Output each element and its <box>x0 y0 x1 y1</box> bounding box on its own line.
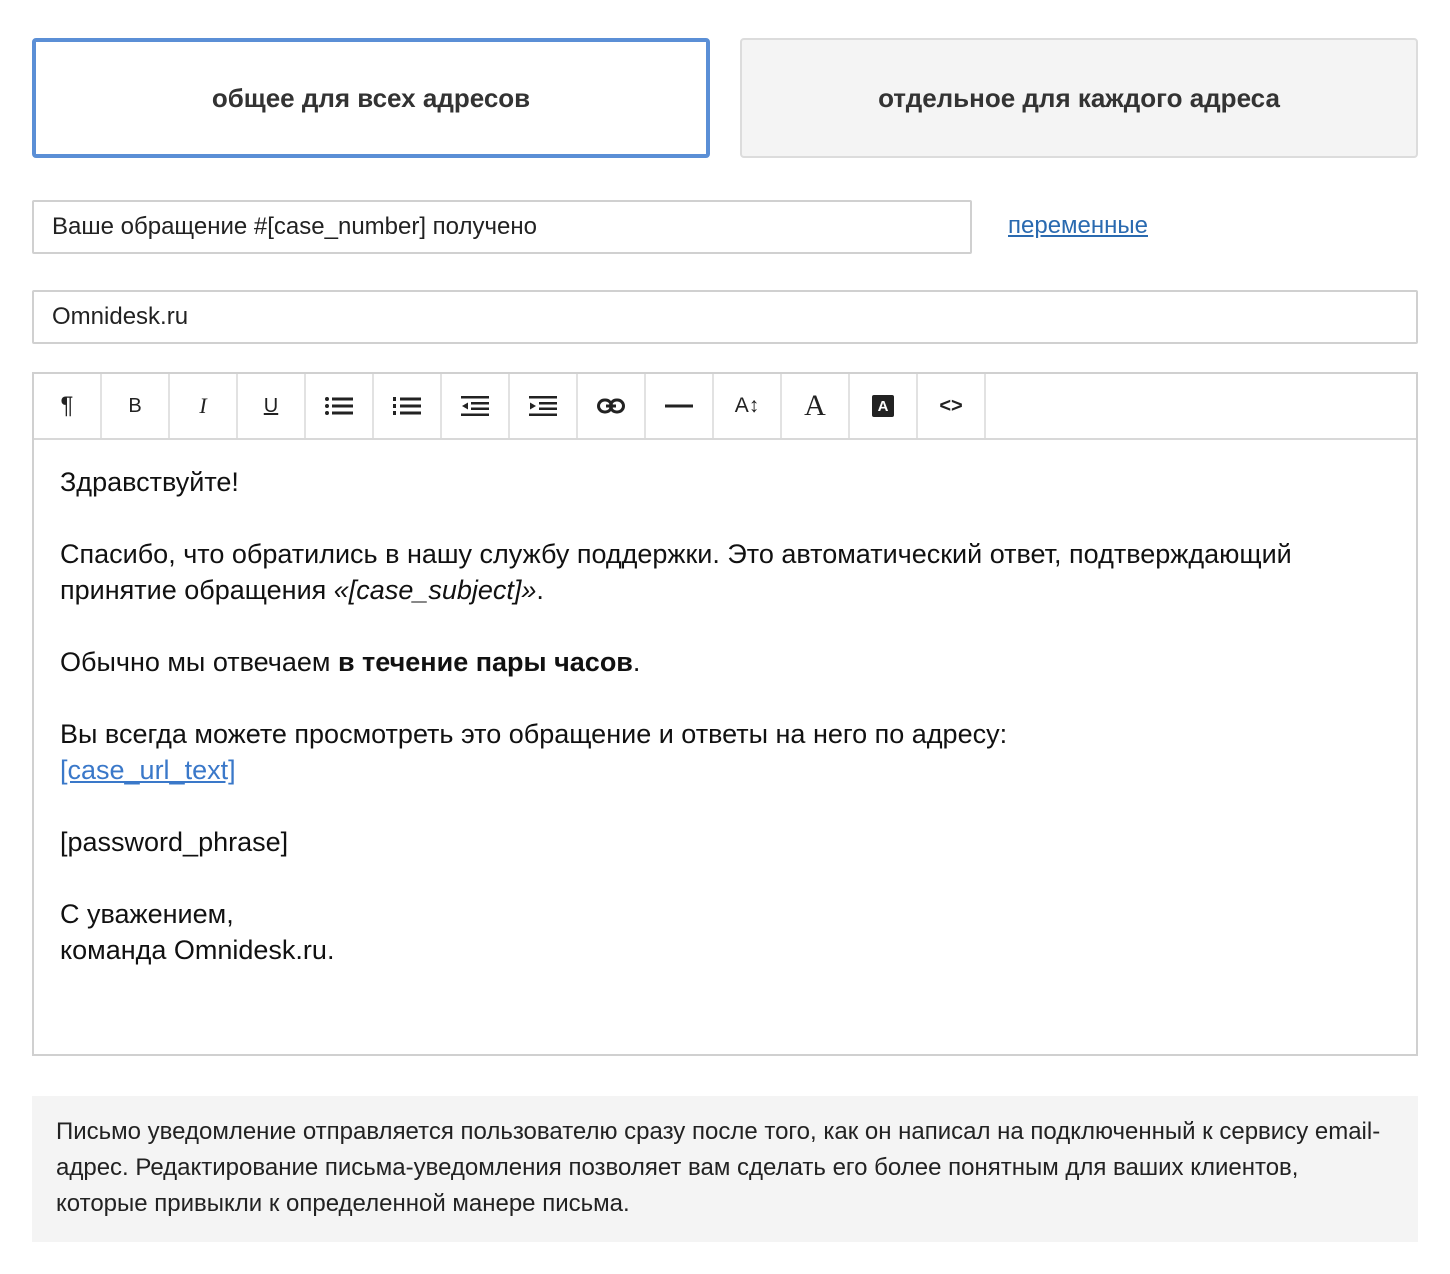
outdent-button[interactable] <box>442 374 510 438</box>
link-icon <box>597 398 625 414</box>
reply-time-paragraph: Обычно мы отвечаем в течение пары часов. <box>60 647 641 677</box>
indent-button[interactable] <box>510 374 578 438</box>
view-case-paragraph: Вы всегда можете просмотреть это обращение и ответы на него по адресу: [case_url_text] <box>60 719 1008 785</box>
paragraph-icon: ¶ <box>60 392 74 419</box>
greeting-line: Здравствуйте! <box>60 467 239 497</box>
rich-text-editor <box>32 372 1418 1056</box>
thanks-paragraph: Спасибо, что обратились в нашу службу поддержки. Это автоматический ответ, подтверждающий принятие обращения «[case_subject]». <box>60 539 1292 605</box>
horizontal-rule-button[interactable] <box>646 374 714 438</box>
info-note: Письмо уведомление отправляется пользователю сразу после того, как он написал на подключенный к сервису email-адрес. Редактирование письма-уведомления позволяет вам сделать его более понятным для ваших клиентов, которые привыкли к определенной манере письма. <box>32 1096 1418 1242</box>
background-color-icon: A <box>872 395 894 417</box>
toggle-separate-per-address[interactable]: отдельное для каждого адреса <box>740 38 1418 158</box>
signature: С уважением, команда Omnidesk.ru. <box>60 899 335 965</box>
underline-button[interactable] <box>238 374 306 438</box>
code-view-button[interactable] <box>918 374 986 438</box>
italic-button[interactable] <box>170 374 238 438</box>
case-subject-variable: «[case_subject]» <box>333 575 537 605</box>
bold-icon: B <box>128 394 142 417</box>
toggle-common-for-all[interactable]: общее для всех адресов <box>32 38 710 158</box>
paragraph-button[interactable] <box>34 374 102 438</box>
password-phrase-line: [password_phrase] <box>60 827 289 857</box>
link-button[interactable] <box>578 374 646 438</box>
sender-name-input[interactable] <box>32 290 1418 344</box>
bulleted-list-button[interactable] <box>306 374 374 438</box>
font-size-icon: A↕ <box>734 394 760 417</box>
background-color-button[interactable] <box>850 374 918 438</box>
numbered-list-button[interactable] <box>374 374 442 438</box>
case-url-link[interactable]: [case_url_text] <box>60 755 236 785</box>
bold-button[interactable] <box>102 374 170 438</box>
address-mode-toggle <box>32 38 1418 158</box>
indent-icon <box>529 396 557 416</box>
horizontal-rule-icon <box>665 403 693 409</box>
font-color-button[interactable] <box>782 374 850 438</box>
bulleted-list-icon <box>325 396 353 416</box>
editor-content[interactable] <box>60 464 1390 968</box>
italic-icon: I <box>199 393 207 418</box>
code-icon: <> <box>939 394 963 417</box>
reply-time-bold: в течение пары часов <box>337 647 633 677</box>
variables-link[interactable]: переменные <box>1008 212 1148 239</box>
editor-toolbar <box>34 374 1416 440</box>
outdent-icon <box>461 396 489 416</box>
font-color-icon: A <box>804 389 826 422</box>
underline-icon: U <box>263 394 279 417</box>
numbered-list-icon <box>393 396 421 416</box>
font-size-button[interactable] <box>714 374 782 438</box>
subject-input[interactable] <box>32 200 972 254</box>
